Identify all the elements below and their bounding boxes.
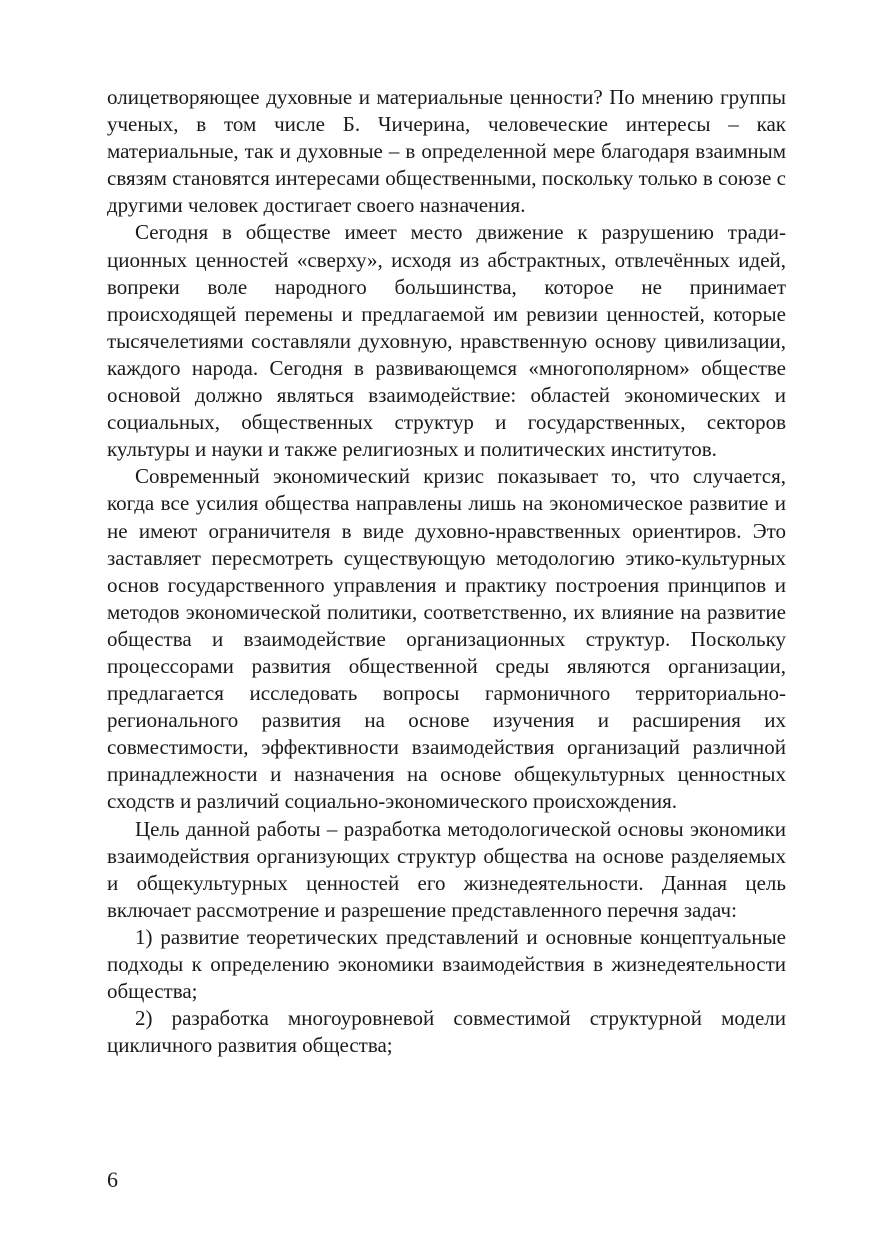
list-item-1: 1) развитие теоретических представлений и основные концептуальные подходы к определению экономики взаимодействия в жизнедеятельности общества; [107,924,786,1004]
paragraph-2: Сегодня в обществе имеет место движение к разрушению традиционных ценностей «сверху», исходя из абстрактных, отвлечённых идей, вопреки воле народного большинства, которое не принимает происходящей перемены и предлагаемой им ревизии ценностей, которые тысячелетиями составляли духовную, нравственную основу цивилизации, каждого народа. Сегодня в развивающемся «многополярном» обществе основой должно являться взаимодействие: областей экономических и социальных, общественных структур и государственных, секторов культуры и науки и также религиозных и политических институтов. [107,220,786,462]
page-number: 6 [107,1167,118,1192]
paragraph-3: Современный экономический кризис показывает то, что случается, когда все усилия общества направлены лишь на экономическое развитие и не имеют ограничителя в виде духовно-нравственных ориентиров. Это заставляет пересмотреть существующую методологию этико-культурных основ государственного управления и практику построения принципов и методов экономической политики, соответственно, их влияние на развитие общества и взаимодействие организационных структур. Поскольку процессорами развития общественной среды являются организации, предлагается исследовать вопросы гармоничного территориально-регионального развития на основе изучения и расширения их совместимости, эффективности взаимодействия организаций различной принадлежности и назначения на основе общекультурных ценностных сходств и различий социально-экономического происхождения. [107,464,786,814]
paragraph-4: Цель данной работы – разработка методологической основы экономики взаимодействия организующих структур общества на основе разделяемых и общекультурных ценностей его жизнедеятельности. Данная цель включает рассмотрение и разрешение представленного перечня задач: [107,816,786,922]
list-item-2: 2) разработка многоуровневой совместимой структурной модели цикличного развития общества; [107,1006,786,1058]
page-body [107,84,786,1059]
paragraph-1: олицетворяющее духовные и материальные ценности? По мнению группы ученых, в том числе Б. Чичерина, человеческие интересы – как материальные, так и духовные – в определенной мере благодаря взаимным связям становятся интересами общественными, поскольку только в союзе с другими человек достигает своего назначения. [107,85,786,218]
